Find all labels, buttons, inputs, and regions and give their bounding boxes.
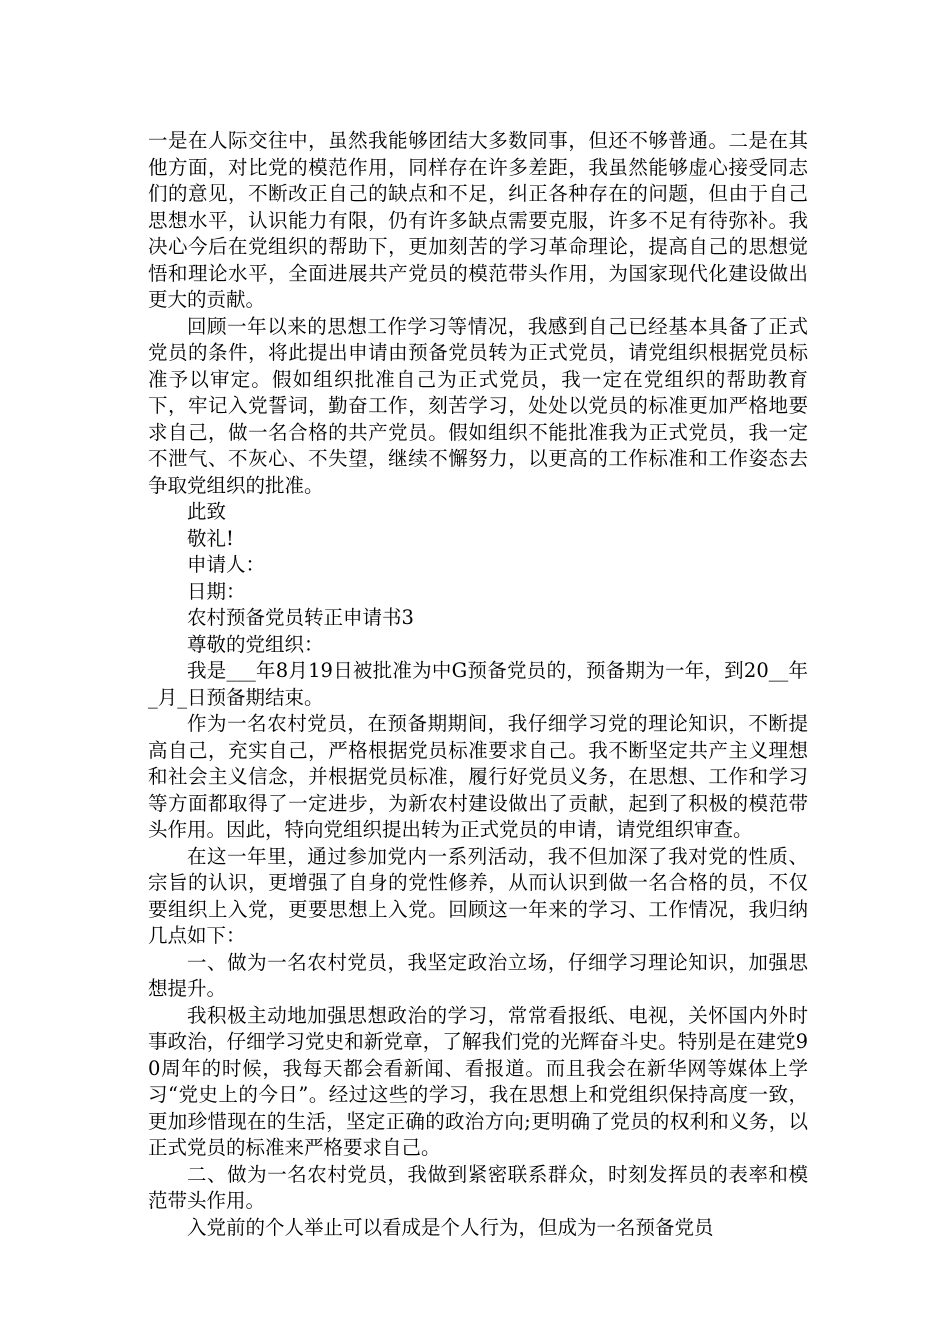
paragraph-intro: 我是___年8月19日被批准为中G预备党员的，预备期为一年，到20__年_月_日预备期结束。 — [148, 659, 808, 709]
heading-point-one: 一、做为一名农村党员，我坚定政治立场，仔细学习理论知识，加强思想提升。 — [148, 950, 808, 1000]
paragraph-self-criticism: 一是在人际交往中，虽然我能够团结大多数同事，但还不够普通。二是在其他方面，对比党的模范作用，同样存在许多差距，我虽然能够虚心接受同志们的意见，不断改正自己的缺点和不足，纠正各种存在的问题，但由于自己思想水平，认识能力有限，仍有许多缺点需要克服，许多不足有待弥补。我决心今后在党组织的帮助下，更加刻苦的学习革命理论，提高自己的思想觉悟和理论水平，全面进展共产党员的模范带头作用，为国家现代化建设做出更大的贡献。 — [148, 129, 808, 311]
heading-point-two: 二、做为一名农村党员，我做到紧密联系群众，时刻发挥员的表率和模范带头作用。 — [148, 1162, 808, 1212]
applicant-label: 申请人： — [187, 553, 266, 576]
greeting: 尊敬的党组织： — [187, 632, 324, 656]
closing-salutation: 此致 — [187, 500, 227, 523]
date-label: 日期： — [187, 579, 246, 603]
paragraph-probation: 作为一名农村党员，在预备期期间，我仔细学习党的理论知识，不断提高自己，充实自己，严格根据党员标准要求自己。我不断坚定共产主义理想和社会主义信念，并根据党员标准，履行好党员义务，在思想、工作和学习等方面都取得了一定进步，为新农村建设做出了贡献，起到了积极的模范带头作用。因此，特向党组织提出转为正式党员的申请，请党组织审查。 — [148, 712, 808, 841]
paragraph-study: 我积极主动地加强思想政治的学习，常常看报纸、电视，关怀国内外时事政治，仔细学习党史和新党章，了解我们党的光辉奋斗史。特别是在建党90周年的时候，我每天都会看新闻、看报道。而且我会在新华网等媒体上学习“党史上的今日”。经过这些的学习，我在思想上和党组织保持高度一致，更加珍惜现在的生活，坚定正确的政治方向;更明确了党员的权利和义务，以正式党员的标准来严格要求自己。 — [148, 1003, 808, 1159]
document-body — [148, 128, 808, 1241]
closing-respect: 敬礼! — [187, 526, 234, 550]
paragraph-review: 回顾一年以来的思想工作学习等情况，我感到自己已经基本具备了正式党员的条件，将此提出申请由预备党员转为正式党员，请党组织根据党员标准予以审定。假如组织批准自己为正式党员，我一定在党组织的帮助教育下，牢记入党誓词，勤奋工作，刻苦学习，处处以党员的标准更加严格地要求自己，做一名合格的共产党员。假如组织不能批准我为正式党员，我一定不泄气、不灰心、不失望，继续不懈努力，以更高的工作标准和工作姿态去争取党组织的批准。 — [148, 314, 808, 497]
paragraph-this-year: 在这一年里，通过参加党内一系列活动，我不但加深了我对党的性质、宗旨的认识，更增强了自身的党性修养，从而认识到做一名合格的员，不仅要组织上入党，更要思想上入党。回顾这一年来的学习、工作情况，我归纳几点如下： — [148, 844, 808, 947]
paragraph-conduct: 入党前的个人举止可以看成是个人行为，但成为一名预备党员 — [187, 1215, 714, 1239]
section-title: 农村预备党员转正申请书3 — [187, 606, 414, 629]
